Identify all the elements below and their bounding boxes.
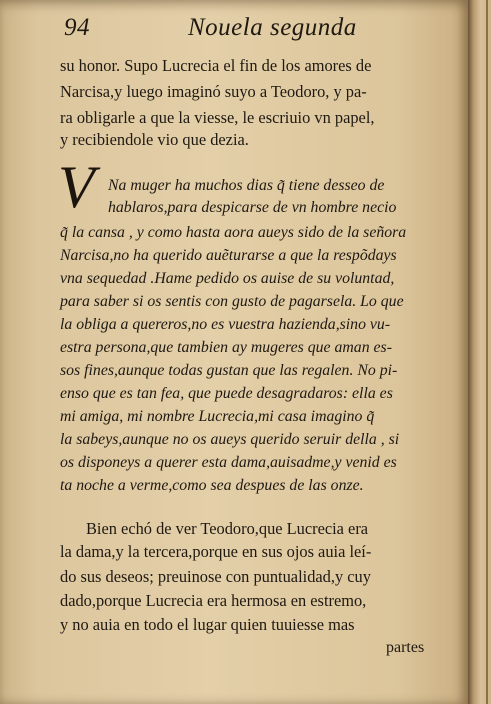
letter-line: mi amiga, mi nombre Lucrecia,mi casa imagino q̃ xyxy=(60,408,375,425)
text-line: la dama,y la tercera,porque en sus ojos auia leí- xyxy=(60,542,372,561)
letter-line: q̃ la cansa , y como hasta aora aueys sido de la señora xyxy=(60,224,407,241)
text-line: ra obligarle a que la viesse, le escriuio vn papel, xyxy=(60,108,375,127)
book-gutter xyxy=(468,0,491,704)
letter-line: la obliga a quereros,no es vuestra hazienda,sino vu- xyxy=(60,316,391,333)
text-line: Narcisa,y luego imaginó suyo a Teodoro, y pa- xyxy=(60,82,367,101)
letter-line: sos fines,aunque todas gustan que las regalen. No pi- xyxy=(60,362,398,379)
running-head xyxy=(64,14,464,46)
letter-line: vna sequedad .Hame pedido os auise de su voluntad, xyxy=(60,270,395,287)
letter-line: os disponeys a querer esta dama,auisadme,y venid es xyxy=(60,454,397,471)
text-line: do sus deseos; preuinose con puntualidad,y cuy xyxy=(60,567,371,586)
letter-line: estra persona,que tambien ay mugeres que aman es- xyxy=(60,339,392,356)
letter-line: ta noche a verme,como sea despues de las onze. xyxy=(60,477,364,494)
letter-line: la sabeys,aunque no os aueys querido seruir della , si xyxy=(60,431,400,448)
letter-line: enso que es tan fea, que puede desagradaros: ella es xyxy=(60,385,393,402)
letter-line: hablaros,para despicarse de vn hombre necio xyxy=(108,199,397,216)
text-line: Bien echó de ver Teodoro,que Lucrecia era xyxy=(86,519,369,538)
page-edge xyxy=(486,0,488,704)
text-line: y no auia en todo el lugar quien tuuiesse mas xyxy=(60,615,355,634)
running-title: Nouela segunda xyxy=(188,14,357,41)
text-line: y recibiendole vio que dezia. xyxy=(60,130,249,149)
catchword: partes xyxy=(386,639,425,656)
page-number: 94 xyxy=(64,14,90,41)
letter-line: Narcisa,no ha querido auẽturarse a que la respõdays xyxy=(60,247,397,264)
letter-line: Na muger ha muchos dias q̃ tiene desseo de xyxy=(108,177,385,194)
text-line: su honor. Supo Lucrecia el fin de los amores de xyxy=(60,56,372,75)
letter-line: para saber si os sentis con gusto de pagarsela. Lo que xyxy=(60,293,404,310)
text-line: dado,porque Lucrecia era hermosa en estremo, xyxy=(60,591,367,610)
drop-cap-initial: V xyxy=(58,154,95,220)
